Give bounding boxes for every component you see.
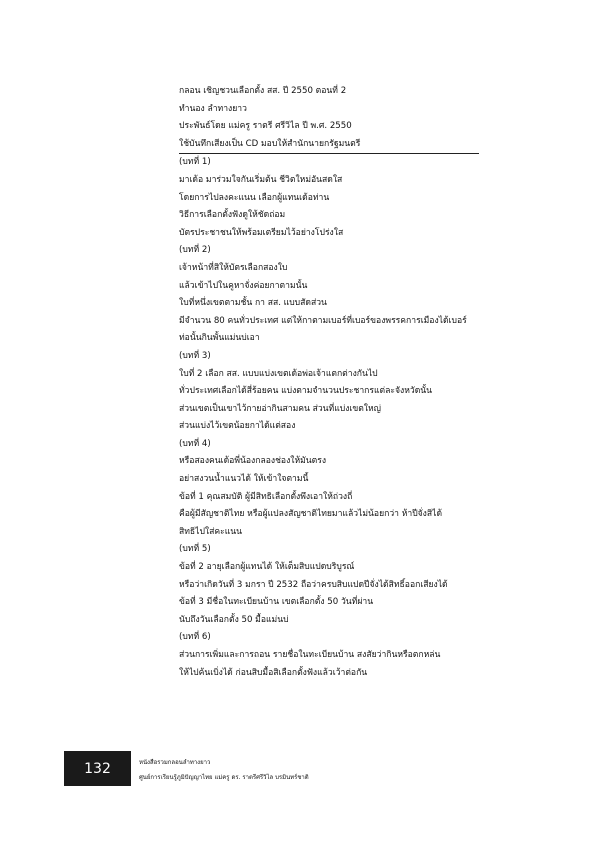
poem-line: ท่อนั้นกินพั้นแม่นบ่เอา — [179, 333, 260, 344]
poem-line: หรือว่าเกิดวันที่ 3 มกรา ปี 2532 ถือว่าครบสิบแปดปีจั่งได้สิทธิ์ออกเสียงได้ — [179, 579, 448, 590]
poem-line: ใบที่หนึ่งเขตตามชั้น กา สส. แบบสัดส่วน — [179, 298, 327, 309]
poem-line: ใบที่ 2 เลือก สส. แบบแบ่งเขตเด้อพ่อเจ้าแตกต่างกันไป — [179, 368, 378, 379]
poem-line: ทั่วประเทศเลือกได้สี่ร้อยคน แบ่งตามจำนวนประชากรแต่ละจังหวัดนั้น — [179, 386, 433, 397]
poem-line: วิธีการเลือกตั้งฟังดูให้ชัดถ่อม — [179, 210, 286, 221]
poem-line: โดยการไปลงคะแนน เลือกผู้แทนเด้อท่าน — [179, 192, 330, 203]
poem-body — [179, 154, 479, 682]
poem-line: ข้อที่ 3 มีชื่อในทะเบียนบ้าน เขตเลือกตั้ง 50 วันที่ผ่าน — [179, 597, 374, 608]
poem-content — [179, 83, 479, 682]
poem-line: (บทที่ 5) — [179, 544, 211, 555]
poem-line: ส่วนเขตเป็นเขาไว้กายอ่ากินสามคน ส่วนที่แบ่งเขตใหญ่ — [179, 403, 381, 414]
poem-line: (บทที่ 4) — [179, 438, 211, 449]
poem-line: ส่วนแบ่งไว้เขตน้อยกาได้แต่สอง — [179, 421, 296, 432]
footer-publisher: ศูนย์การเรียนรู้ภูมิปัญญาไทย แม่ครู ดร. ราตรีศรีวิไล บรมินทร์ชาติ — [139, 774, 309, 781]
poem-line: ข้อที่ 2 อายุเลือกผู้แทนได้ ให้เต็มสิบแปดบริบูรณ์ — [179, 562, 355, 573]
author-line: ประพันธ์โดย แม่ครู ราตรี ศรีวิไล ปี พ.ศ. 2550 — [179, 121, 352, 132]
poem-line: คือผู้มีสัญชาติไทย หรือผู้แปลงสัญชาติไทยมาแล้วไม่น้อยกว่า ห้าปีจั่งสิได้ — [179, 509, 443, 520]
poem-line: อย่าสงวนน้ำแนวได้ ให้เข้าใจตามนี้ — [179, 474, 309, 485]
poem-line: มีจำนวน 80 คนทั่วประเทศ แต่ให้กาตามเบอร์ที่เบอร์ของพรรคการเมืองได้เบอร์ — [179, 315, 467, 326]
melody-line: ทำนอง ลำทางยาว — [179, 103, 247, 114]
poem-line: เจ้าหน้าที่สิให้บัตรเลือกสองใบ — [179, 262, 288, 273]
poem-line: (บทที่ 6) — [179, 632, 211, 643]
footer-book-title: หนังสือรวมกลอนลำทางยาว — [139, 759, 211, 766]
poem-line: มาเด้อ มาร่วมใจกันเริ่มต้น ชีวิตใหม่อันสดใส — [179, 174, 343, 185]
footer-text — [139, 755, 309, 785]
poem-line: (บทที่ 3) — [179, 350, 211, 361]
poem-line: ข้อที่ 1 คุณสมบัติ ผู้มีสิทธิเลือกตั้งพึงเอาให้ถ่วงถี่ — [179, 491, 353, 502]
poem-line: (บทที่ 1) — [179, 157, 211, 168]
poem-line: ส่วนการเพิ่มและการถอน รายชื่อในทะเบียนบ้าน สงสัยว่ากินหรือตกหล่น — [179, 650, 441, 660]
poem-title: กลอน เชิญชวนเลือกตั้ง สส. ปี 2550 ตอนที่ 2 — [179, 86, 347, 96]
poem-line: สิทธิไปใส่คะแนน — [179, 526, 243, 537]
poem-line: (บทที่ 2) — [179, 245, 211, 256]
poem-line: แล้วเข้าไปในคูหาจั่งค่อยกาตามนั้น — [179, 280, 308, 291]
poem-line: หรือสองคนเด้อพี่น้องกลองช่องให้มันตรง — [179, 456, 327, 467]
recording-note: ใช้บันทึกเสียงเป็น CD มอบให้สำนักนายกรัฐมนตรี — [179, 136, 479, 155]
poem-line: ให้ไปค้นเบิ่งได้ ก่อนสิบมื้อสิเลือกตั้งฟังแล้วเว้าต่อกัน — [179, 667, 368, 678]
poem-line: บัตรประชาชนให้พร้อมเตรียมไว้อย่างโปร่งใส — [179, 227, 344, 238]
poem-line: นับถึงวันเลือกตั้ง 50 มื้อแม่นบ่ — [179, 614, 289, 625]
page-number: 132 — [64, 751, 131, 786]
